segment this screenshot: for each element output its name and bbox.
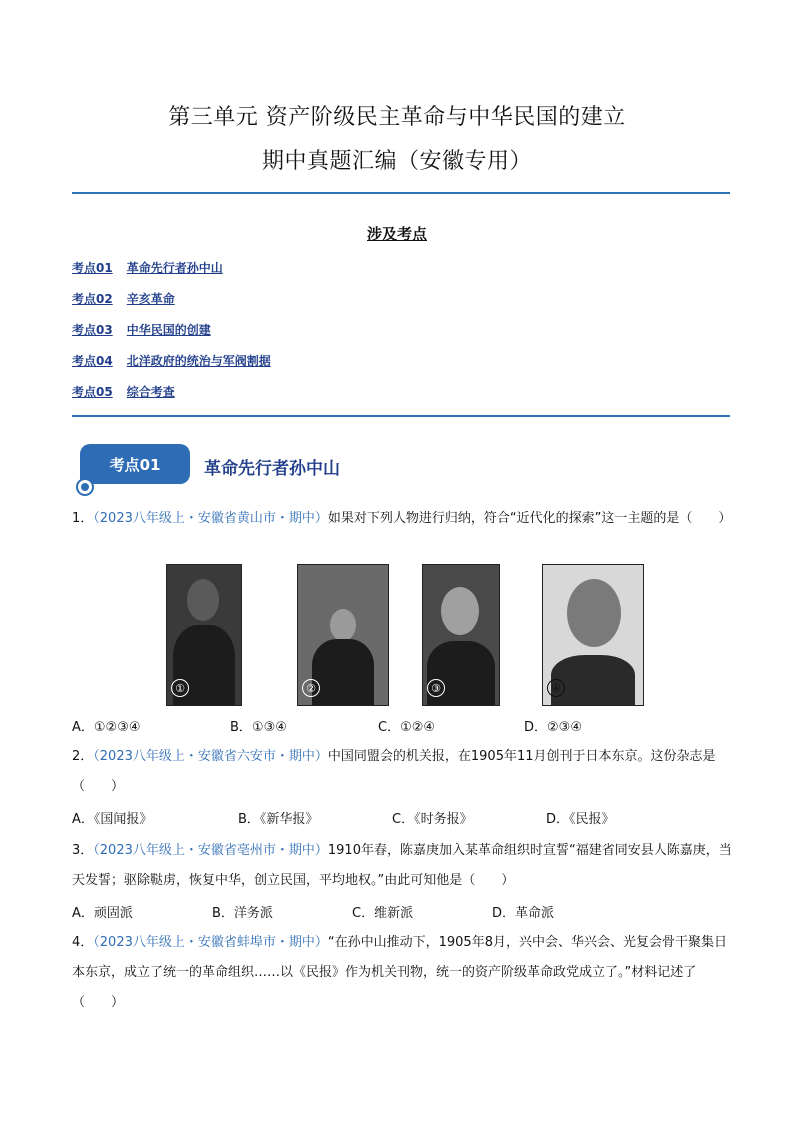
question-source: （2023八年级上・安徽省黄山市・期中） xyxy=(93,511,328,526)
option-b[interactable]: B．①③④ xyxy=(230,720,287,735)
option-c[interactable]: C．①②④ xyxy=(378,720,436,735)
section-header xyxy=(76,440,476,496)
toc-item-2[interactable]: 考点02 辛亥革命 xyxy=(72,292,175,306)
question-source: （2023八年级上・安徽省蚌埠市・期中） xyxy=(93,935,328,950)
portrait-photo-4: ④ xyxy=(542,564,644,706)
option-d[interactable]: D．《民报》 xyxy=(546,812,615,827)
divider-toc xyxy=(72,415,730,417)
divider-top xyxy=(72,192,730,194)
portrait-photo-2: ② xyxy=(297,564,389,706)
badge-dot-icon xyxy=(76,478,94,496)
option-b[interactable]: B．洋务派 xyxy=(212,906,273,921)
question-3: 3．（2023八年级上・安徽省亳州市・期中）1910年春，陈嘉庚加入某革命组织时宣誓“福建省同安县人陈嘉庚，当天发誓；驱除鞑虏，恢复中华，创立民国，平均地权。”由此可知他是（ ） xyxy=(72,843,732,888)
option-a[interactable]: A．①②③④ xyxy=(72,720,141,735)
section-badge: 考点01 xyxy=(80,444,190,484)
toc-item-5[interactable]: 考点05 综合考查 xyxy=(72,385,175,399)
toc-item-1[interactable]: 考点01 革命先行者孙中山 xyxy=(72,261,223,275)
portrait-photo-1: ① xyxy=(166,564,242,706)
document-title-line2: 期中真题汇编（安徽专用） xyxy=(261,149,532,174)
question-source: （2023八年级上・安徽省六安市・期中） xyxy=(93,749,328,764)
question-1-options xyxy=(72,716,732,735)
option-c[interactable]: C．维新派 xyxy=(352,906,414,921)
question-source: （2023八年级上・安徽省亳州市・期中） xyxy=(93,843,328,858)
question-2: 2．（2023八年级上・安徽省六安市・期中）中国同盟会的机关报，在1905年11月创刊于日本东京。这份杂志是（ ） xyxy=(72,749,716,794)
option-c[interactable]: C．《时务报》 xyxy=(392,812,473,827)
document-title-line1: 第三单元 资产阶级民主革命与中华民国的建立 xyxy=(168,105,626,130)
toc-item-3[interactable]: 考点03 中华民国的创建 xyxy=(72,323,211,337)
option-d[interactable]: D．革命派 xyxy=(492,906,555,921)
toc-heading: 涉及考点 xyxy=(366,225,427,243)
question-2-options xyxy=(72,808,732,827)
question-3-options xyxy=(72,902,732,921)
question-4: 4．（2023八年级上・安徽省蚌埠市・期中）“在孙中山推动下，1905年8月，兴中会、华兴会、光复会骨干聚集日本东京，成立了统一的革命组织……以《民报》作为机关刊物，统一的资产阶级革命政党成立了。”材料记述了（ ） xyxy=(72,935,727,1010)
option-a[interactable]: A．《国闻报》 xyxy=(72,812,153,827)
section-title: 革命先行者孙中山 xyxy=(204,459,340,479)
option-b[interactable]: B．《新华报》 xyxy=(238,812,319,827)
question-1: 1．（2023八年级上・安徽省黄山市・期中）如果对下列人物进行归纳，符合“近代化的探索”这一主题的是（ ） xyxy=(72,511,732,526)
option-a[interactable]: A．顽固派 xyxy=(72,906,133,921)
toc-item-4[interactable]: 考点04 北洋政府的统治与军阀割据 xyxy=(72,354,271,368)
portrait-photo-3: ③ xyxy=(422,564,500,706)
option-d[interactable]: D．②③④ xyxy=(524,720,582,735)
